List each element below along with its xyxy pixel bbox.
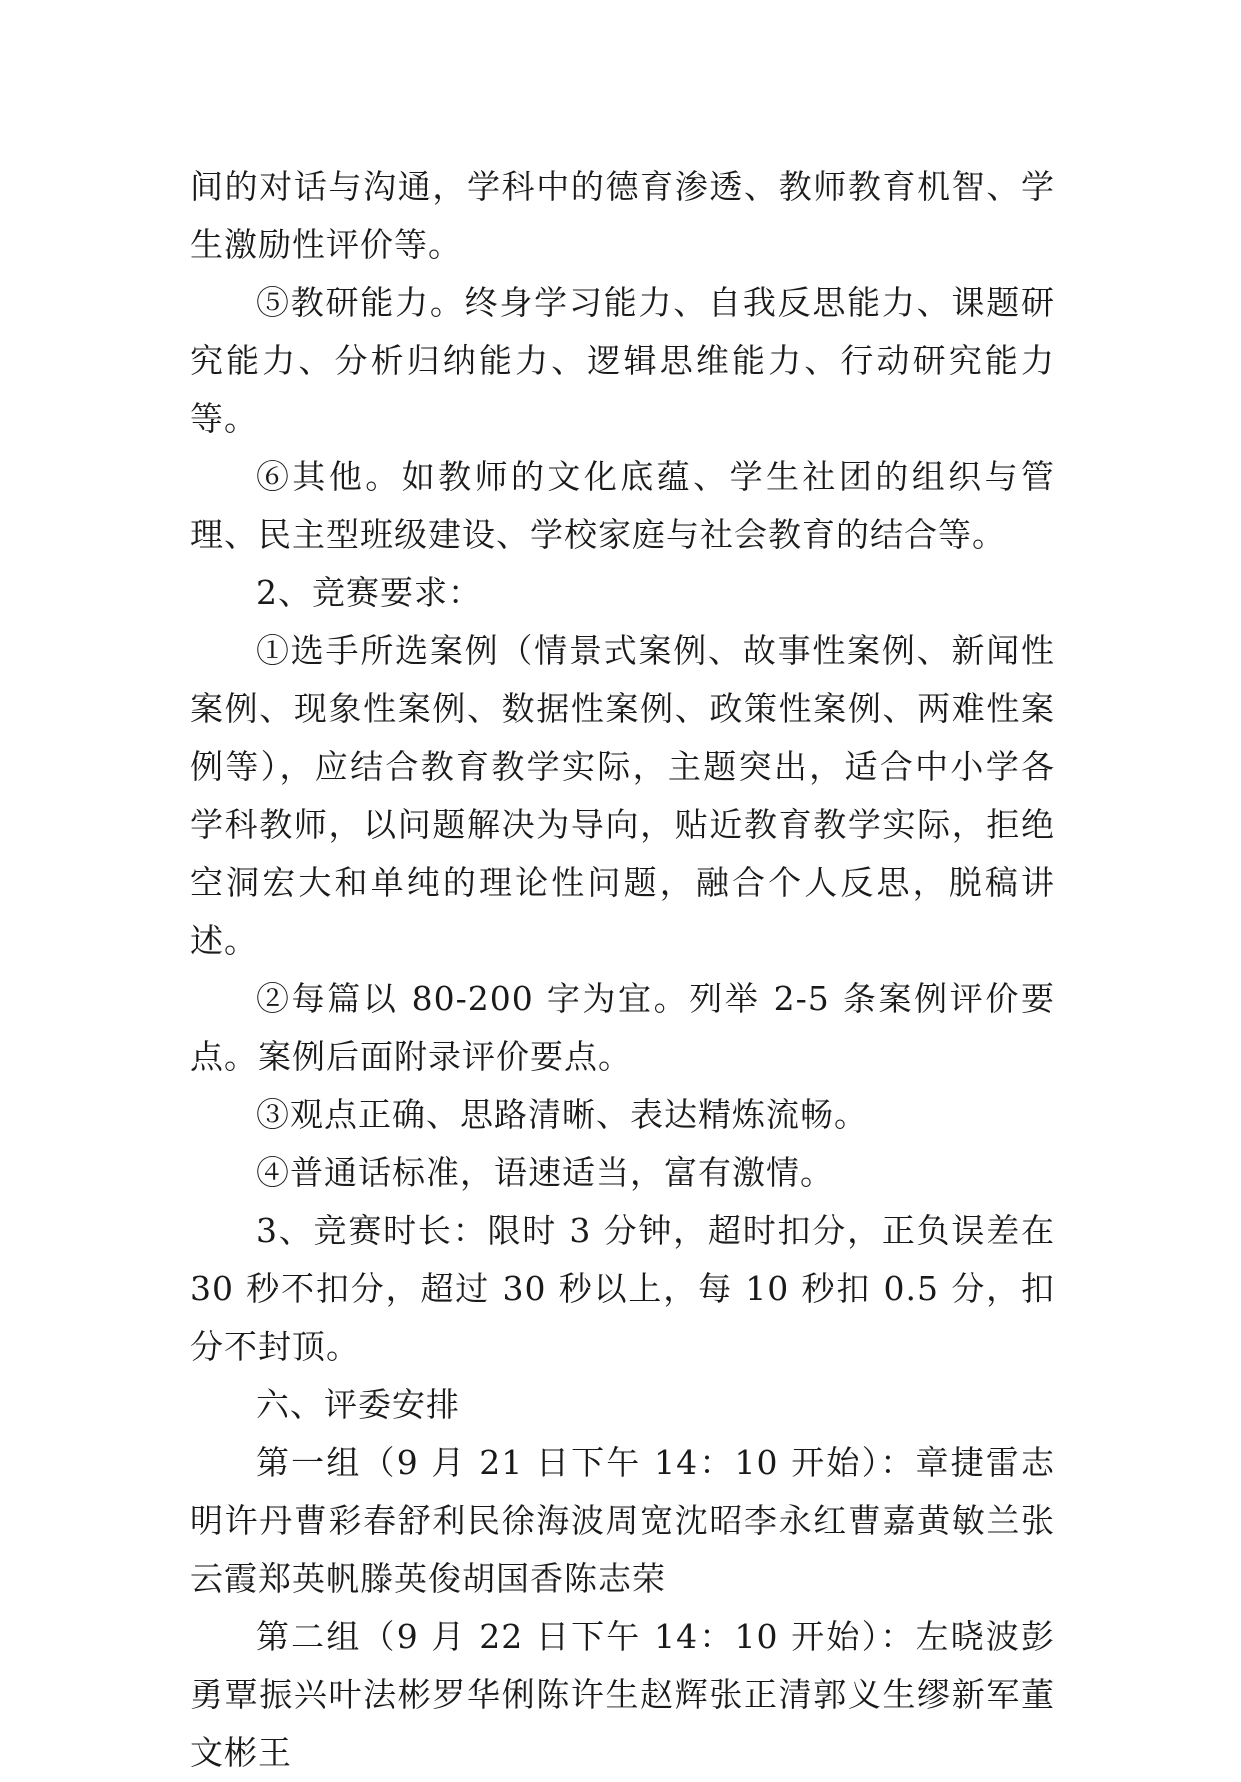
paragraph-requirement-1: ①选手所选案例（情景式案例、故事性案例、新闻性案例、现象性案例、数据性案例、政策性案例、两难性案例等），应结合教育教学实际，主题突出，适合中小学各学科教师，以问题解决为导向，贴近教育教学实际，拒绝空洞宏大和单纯的理论性问题，融合个人反思，脱稿讲述。 xyxy=(190,631,1055,960)
paragraph-requirement-4: ④普通话标准，语速适当，富有激情。 xyxy=(256,1153,834,1192)
paragraph-group-2: 第二组（9 月 22 日下午 14：10 开始）：左晓波彭勇覃振兴叶法彬罗华俐陈许生赵辉张正清郭义生缪新军董文彬王 xyxy=(190,1617,1055,1772)
paragraph-competition-duration: 3、竞赛时长：限时 3 分钟，超时扣分，正负误差在 30 秒不扣分，超过 30 秒以上，每 10 秒扣 0.5 分，扣分不封顶。 xyxy=(190,1211,1055,1366)
paragraph-continuation: 间的对话与沟通，学科中的德育渗透、教师教育机智、学生激励性评价等。 xyxy=(190,167,1055,264)
paragraph-requirement-3: ③观点正确、思路清晰、表达精炼流畅。 xyxy=(256,1095,868,1134)
paragraph-other: ⑥其他。如教师的文化底蕴、学生社团的组织与管理、民主型班级建设、学校家庭与社会教育的结合等。 xyxy=(190,457,1055,554)
heading-judges-arrangement: 六、评委安排 xyxy=(256,1385,460,1424)
paragraph-requirement-2: ②每篇以 80-200 字为宜。列举 2-5 条案例评价要点。案例后面附录评价要点。 xyxy=(190,979,1055,1076)
heading-competition-requirements: 2、竞赛要求： xyxy=(256,573,482,612)
paragraph-group-1: 第一组（9 月 21 日下午 14：10 开始）：章捷雷志明许丹曹彩春舒利民徐海波周宽沈昭李永红曹嘉黄敏兰张云霞郑英帆滕英俊胡国香陈志荣 xyxy=(190,1443,1055,1598)
paragraph-research-ability: ⑤教研能力。终身学习能力、自我反思能力、课题研究能力、分析归纳能力、逻辑思维能力、行动研究能力等。 xyxy=(190,283,1055,438)
document-body xyxy=(190,158,1055,1782)
